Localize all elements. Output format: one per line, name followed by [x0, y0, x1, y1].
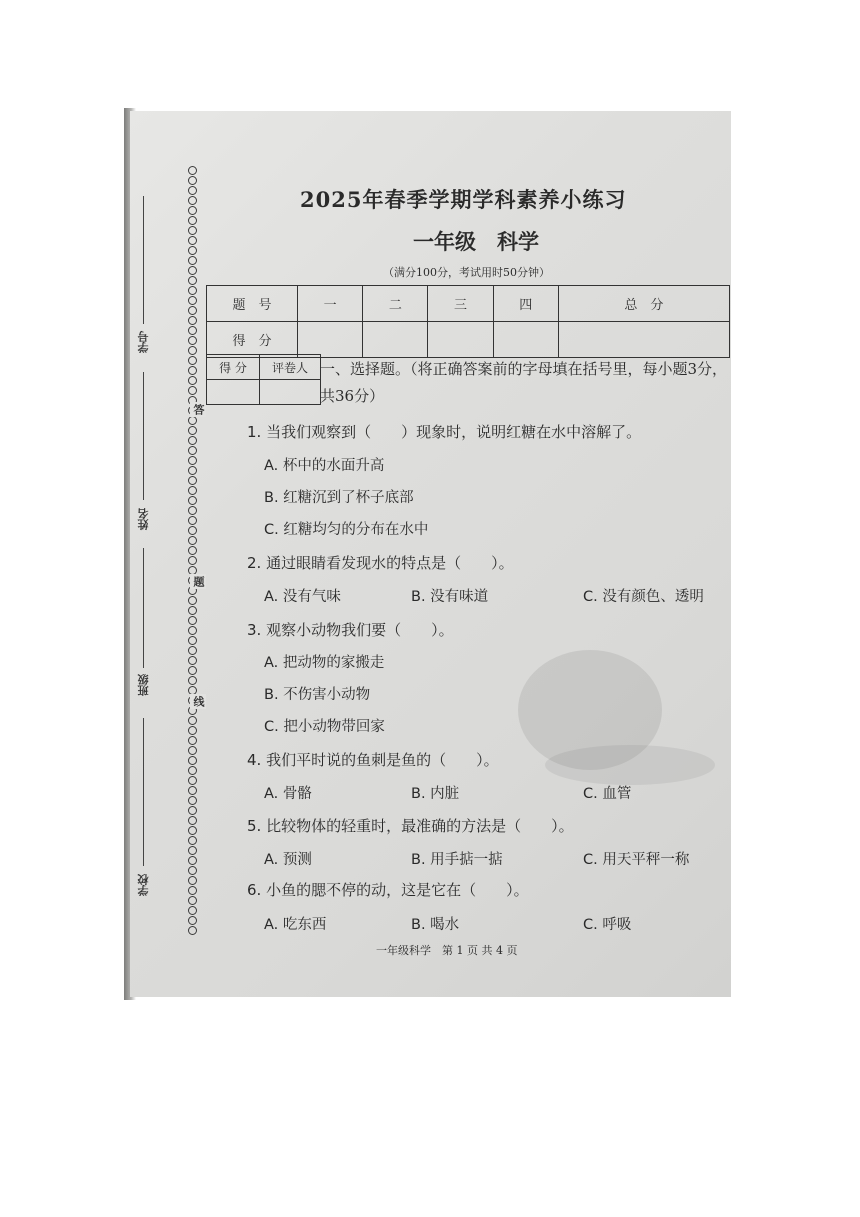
field-student-id-label: 学号	[137, 331, 150, 353]
score-table-score-row	[207, 322, 730, 358]
question-6: 6. 小鱼的腮不停的动，这是它在（ ）。	[247, 881, 529, 899]
binding-ring	[188, 426, 197, 435]
question-4-option-c: C. 血管	[583, 786, 632, 802]
grader-name-header: 评卷人	[260, 355, 321, 380]
question-5-option-a: A. 预测	[264, 852, 312, 868]
snail-bleedthrough-image	[480, 640, 720, 790]
binding-ring	[188, 246, 197, 255]
binding-ring	[188, 446, 197, 455]
binding-ring	[188, 196, 197, 205]
binding-ring	[188, 376, 197, 385]
exam-subtitle: 一年级 科学	[413, 230, 539, 254]
binding-ring	[188, 796, 197, 805]
seal-word-answer: 答	[192, 404, 205, 415]
question-6-option-b: B. 喝水	[411, 917, 460, 933]
binding-ring	[188, 356, 197, 365]
question-3-option-b: B. 不伤害小动物	[264, 687, 371, 703]
question-1: 1. 当我们观察到（ ）现象时，说明红糖在水中溶解了。	[247, 423, 642, 441]
score-blank-cell[interactable]	[558, 322, 729, 358]
binding-ring	[188, 766, 197, 775]
question-3-option-a: A. 把动物的家搬走	[264, 655, 385, 671]
question-1-option-c: C. 红糖均匀的分布在水中	[264, 522, 429, 538]
score-blank-cell[interactable]	[363, 322, 428, 358]
score-header-cell: 题 号	[207, 286, 298, 322]
section-one-title: 一、选择题。（将正确答案前的字母填在括号里，每小题3分，共36分）	[320, 360, 728, 405]
binding-ring	[188, 746, 197, 755]
binding-ring	[188, 326, 197, 335]
binding-ring	[188, 256, 197, 265]
question-3-option-c: C. 把小动物带回家	[264, 719, 385, 735]
binding-line-3	[143, 548, 144, 668]
binding-ring	[188, 716, 197, 725]
binding-ring	[188, 476, 197, 485]
binding-ring	[188, 296, 197, 305]
exam-note: （满分100分，考试用时50分钟）	[383, 266, 550, 279]
binding-ring	[188, 786, 197, 795]
binding-ring	[188, 926, 197, 935]
field-school-label: 学校	[137, 874, 150, 896]
binding-ring	[188, 186, 197, 195]
binding-ring	[188, 756, 197, 765]
binding-ring	[188, 866, 197, 875]
question-6-option-a: A. 吃东西	[264, 917, 327, 933]
binding-ring	[188, 166, 197, 175]
binding-ring	[188, 676, 197, 685]
question-5: 5. 比较物体的轻重时，最准确的方法是（ ）。	[247, 817, 574, 835]
binding-ring	[188, 266, 197, 275]
binding-ring	[188, 436, 197, 445]
binding-ring	[188, 496, 197, 505]
binding-ring	[188, 456, 197, 465]
binding-ring	[188, 506, 197, 515]
grader-name-blank[interactable]	[260, 380, 321, 405]
page-footer: 一年级科学 第 1 页 共 4 页	[376, 944, 518, 957]
binding-ring	[188, 606, 197, 615]
binding-ring	[188, 846, 197, 855]
binding-ring	[188, 236, 197, 245]
binding-line-1	[143, 196, 144, 324]
binding-ring	[188, 646, 197, 655]
question-3: 3. 观察小动物我们要（ ）。	[247, 621, 454, 639]
binding-line-2	[143, 372, 144, 500]
score-header-cell: 二	[363, 286, 428, 322]
binding-ring	[188, 516, 197, 525]
question-2-option-a: A. 没有气味	[264, 589, 341, 605]
question-2: 2. 通过眼睛看发现水的特点是（ ）。	[247, 554, 514, 572]
score-blank-cell[interactable]	[298, 322, 363, 358]
binding-ring	[188, 856, 197, 865]
score-table-header-row	[207, 286, 730, 322]
score-blank-cell[interactable]	[428, 322, 493, 358]
binding-ring	[188, 736, 197, 745]
exam-title: 2025年春季学期学科素养小练习	[300, 187, 627, 212]
score-row-label: 得 分	[207, 322, 298, 358]
score-header-cell: 总 分	[558, 286, 729, 322]
question-5-option-b: B. 用手掂一掂	[411, 852, 503, 868]
binding-ring	[188, 526, 197, 535]
grader-score-blank[interactable]	[207, 380, 260, 405]
binding-ring	[188, 836, 197, 845]
binding-ring	[188, 916, 197, 925]
seal-word-line: 线	[192, 696, 205, 707]
binding-ring	[188, 306, 197, 315]
binding-ring	[188, 176, 197, 185]
binding-ring-column	[186, 166, 198, 936]
binding-ring	[188, 216, 197, 225]
binding-ring	[188, 636, 197, 645]
binding-ring	[188, 776, 197, 785]
seal-word-question: 题	[192, 576, 205, 587]
binding-ring	[188, 286, 197, 295]
binding-ring	[188, 336, 197, 345]
binding-ring	[188, 906, 197, 915]
binding-ring	[188, 726, 197, 735]
binding-ring	[188, 656, 197, 665]
question-2-option-b: B. 没有味道	[411, 589, 489, 605]
score-table	[206, 285, 730, 358]
binding-line-4	[143, 718, 144, 866]
binding-ring	[188, 466, 197, 475]
binding-ring	[188, 896, 197, 905]
grader-table	[206, 354, 321, 405]
binding-ring	[188, 616, 197, 625]
question-4-option-a: A. 骨骼	[264, 786, 312, 802]
question-4-option-b: B. 内脏	[411, 786, 460, 802]
binding-ring	[188, 366, 197, 375]
binding-ring	[188, 556, 197, 565]
question-2-option-c: C. 没有颜色、透明	[583, 589, 704, 605]
binding-ring	[188, 806, 197, 815]
binding-ring	[188, 346, 197, 355]
binding-ring	[188, 886, 197, 895]
score-header-cell: 一	[298, 286, 363, 322]
binding-ring	[188, 626, 197, 635]
binding-ring	[188, 536, 197, 545]
binding-ring	[188, 666, 197, 675]
field-name-label: 姓名	[137, 508, 150, 530]
binding-ring	[188, 596, 197, 605]
binding-ring	[188, 386, 197, 395]
score-header-cell: 三	[428, 286, 493, 322]
binding-ring	[188, 546, 197, 555]
score-blank-cell[interactable]	[493, 322, 558, 358]
binding-ring	[188, 486, 197, 495]
question-5-option-c: C. 用天平秤一称	[583, 852, 690, 868]
binding-ring	[188, 876, 197, 885]
binding-ring	[188, 276, 197, 285]
question-4: 4. 我们平时说的鱼刺是鱼的（ ）。	[247, 751, 499, 769]
grader-score-header: 得 分	[207, 355, 260, 380]
score-header-cell: 四	[493, 286, 558, 322]
binding-ring	[188, 816, 197, 825]
field-class-label: 班级	[137, 674, 150, 696]
binding-ring	[188, 206, 197, 215]
question-1-option-a: A. 杯中的水面升高	[264, 458, 385, 474]
question-1-option-b: B. 红糖沉到了杯子底部	[264, 490, 414, 506]
binding-ring	[188, 226, 197, 235]
binding-ring	[188, 316, 197, 325]
question-6-option-c: C. 呼吸	[583, 917, 632, 933]
binding-ring	[188, 416, 197, 425]
binding-ring	[188, 826, 197, 835]
